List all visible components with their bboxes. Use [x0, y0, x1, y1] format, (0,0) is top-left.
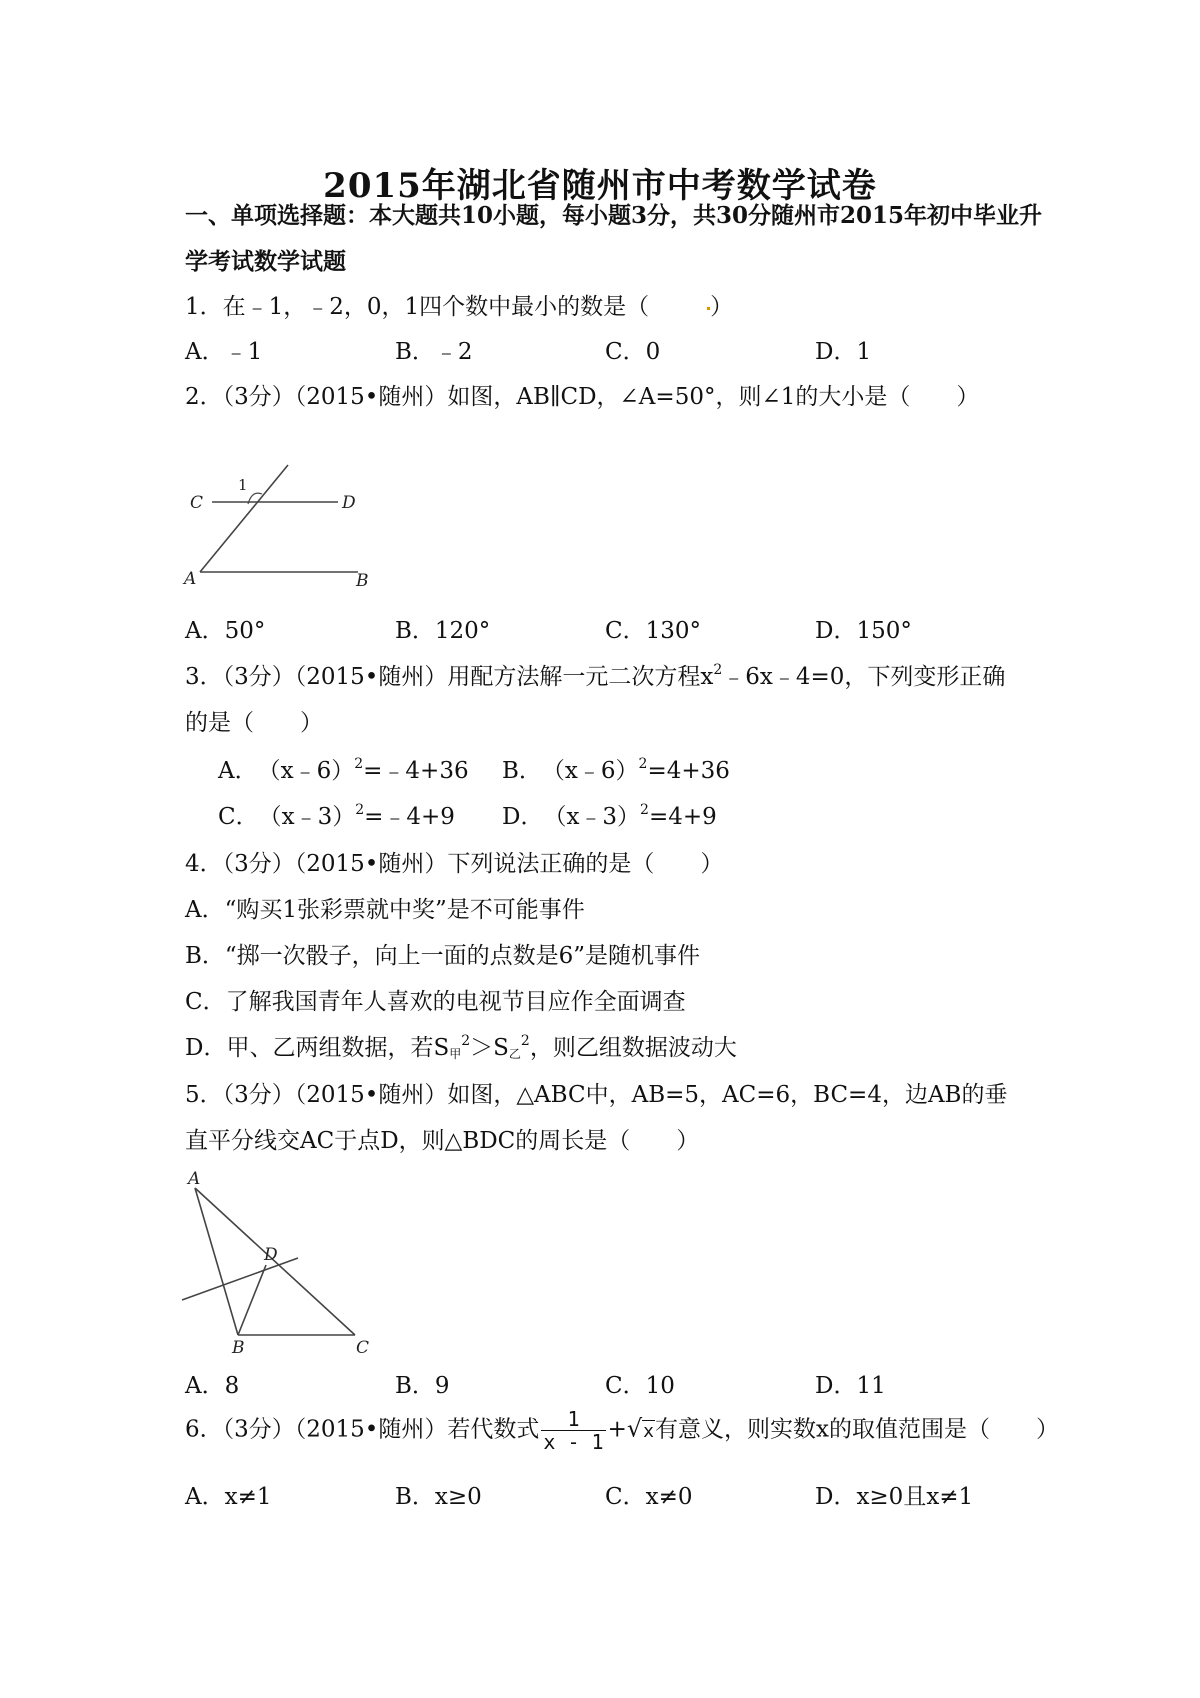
q3-d-pre: D． （x﹣3） — [502, 804, 641, 830]
q1-option-d[interactable]: D．1 — [815, 339, 872, 365]
question-5-stem-line2: 直平分线交AC于点D，则△BDC的周长是（ ） — [185, 1128, 700, 1154]
q1-option-a[interactable]: A．﹣1 — [185, 339, 263, 365]
q2-option-a[interactable]: A．50° — [185, 618, 266, 644]
q4-d-sub1: 甲 — [449, 1047, 462, 1061]
fraction — [541, 1408, 605, 1453]
q3-option-c[interactable] — [218, 798, 455, 831]
fraction-denominator: x - 1 — [543, 1430, 604, 1454]
q3-b-pre: B． （x﹣6） — [502, 758, 639, 784]
label-c: C — [356, 1338, 370, 1358]
q2-option-b[interactable]: B．120° — [395, 618, 491, 644]
q3-d-sup: 2 — [640, 802, 649, 818]
q3-stem-sup: 2 — [713, 662, 723, 678]
q3-c-sup: 2 — [355, 802, 365, 818]
q4-d-sub2: 乙 — [508, 1047, 521, 1061]
q4-option-c[interactable]: C．了解我国青年人喜欢的电视节目应作全面调查 — [185, 989, 686, 1015]
perpendicular-bisector — [182, 1258, 298, 1300]
label-a: A — [188, 1170, 201, 1189]
q6-stem-b: 有意义，则实数x的取值范围是（ ） — [655, 1416, 1059, 1443]
q3-c-post: =﹣4+9 — [364, 804, 455, 830]
q6-option-a[interactable]: A．x≠1 — [185, 1484, 272, 1510]
label-angle-1: 1 — [238, 476, 248, 494]
figure-parallel-lines — [180, 450, 380, 600]
q3-option-d[interactable] — [502, 798, 717, 831]
q6-option-b[interactable]: B．x≥0 — [395, 1484, 482, 1510]
q6-stem-a: 6．（3分）（2015•随州）若代数式 — [185, 1416, 540, 1443]
label-b: B — [356, 571, 369, 591]
q3-b-sup: 2 — [638, 756, 648, 772]
question-1 — [185, 288, 733, 321]
q3-b-post: =4+36 — [647, 758, 730, 784]
q3-a-pre: A． （x﹣6） — [218, 758, 355, 784]
question-1-stem: 1．在﹣1，﹣2，0，1四个数中最小的数是（ — [185, 294, 650, 320]
q3-option-b[interactable] — [502, 752, 730, 785]
plus-sign: + — [607, 1416, 627, 1443]
q4-option-d[interactable] — [185, 1029, 737, 1062]
q3-d-post: =4+9 — [648, 804, 717, 830]
q6-option-c[interactable]: C．x≠0 — [605, 1484, 693, 1510]
label-c: C — [190, 493, 204, 513]
q4-d-mid: ＞S — [470, 1035, 509, 1061]
question-3-stem-line2: 的是（ ） — [185, 710, 323, 736]
q3-c-pre: C． （x﹣3） — [218, 804, 356, 830]
question-4-stem: 4．（3分）（2015•随州）下列说法正确的是（ ） — [185, 851, 724, 877]
side-ab — [195, 1188, 238, 1335]
section-heading: 一、单项选择题：本大题共10小题，每小题3分，共30分随州市2015年初中毕业升学考试数学试题 — [185, 202, 1043, 275]
q3-option-a[interactable] — [218, 752, 469, 785]
question-1-stem-end: ） — [710, 294, 734, 320]
q4-d-sup1: 2 — [461, 1033, 471, 1049]
q5-option-b[interactable]: B．9 — [395, 1373, 450, 1399]
q3-stem-a: 3．（3分）（2015•随州）用配方法解一元二次方程x — [185, 664, 714, 690]
question-5-stem-line1: 5．（3分）（2015•随州）如图，△ABC中，AB=5，AC=6，BC=4，边AB的垂 — [185, 1082, 1008, 1108]
q5-option-c[interactable]: C．10 — [605, 1373, 675, 1399]
figure-triangle — [180, 1170, 390, 1360]
label-b: B — [232, 1338, 245, 1358]
label-d: D — [264, 1245, 278, 1265]
label-a: A — [184, 569, 197, 589]
q4-d-sup2: 2 — [520, 1033, 530, 1049]
page-title: 2015年湖北省随州市中考数学试卷 — [323, 166, 877, 206]
q6-option-d[interactable]: D．x≥0且x≠1 — [815, 1484, 974, 1510]
q3-a-sup: 2 — [354, 756, 364, 772]
q3-a-post: =﹣4+36 — [363, 758, 469, 784]
question-3-stem — [185, 658, 1005, 691]
q5-option-d[interactable]: D．11 — [815, 1373, 886, 1399]
q4-d-a: D．甲、乙两组数据，若S — [185, 1035, 450, 1061]
radicand: x — [643, 1420, 655, 1442]
q5-option-a[interactable]: A．8 — [185, 1373, 240, 1399]
q4-d-end: ，则乙组数据波动大 — [529, 1035, 737, 1061]
q3-stem-b: ﹣6x﹣4=0，下列变形正确 — [722, 664, 1006, 690]
question-6-stem — [185, 1408, 1059, 1453]
q1-option-b[interactable]: B．﹣2 — [395, 339, 473, 365]
sqrt-icon: √ — [626, 1414, 643, 1443]
q2-option-d[interactable]: D．150° — [815, 618, 912, 644]
fraction-numerator: 1 — [541, 1408, 605, 1431]
q4-option-b[interactable]: B．“掷一次骰子，向上一面的点数是6”是随机事件 — [185, 943, 701, 969]
q2-option-c[interactable]: C．130° — [605, 618, 701, 644]
q1-option-c[interactable]: C．0 — [605, 339, 661, 365]
question-2-stem: 2．（3分）（2015•随州）如图，AB∥CD，∠A=50°，则∠1的大小是（ ） — [185, 384, 980, 410]
q4-option-a[interactable]: A．“购买1张彩票就中奖”是不可能事件 — [185, 897, 585, 923]
label-d: D — [342, 493, 356, 513]
